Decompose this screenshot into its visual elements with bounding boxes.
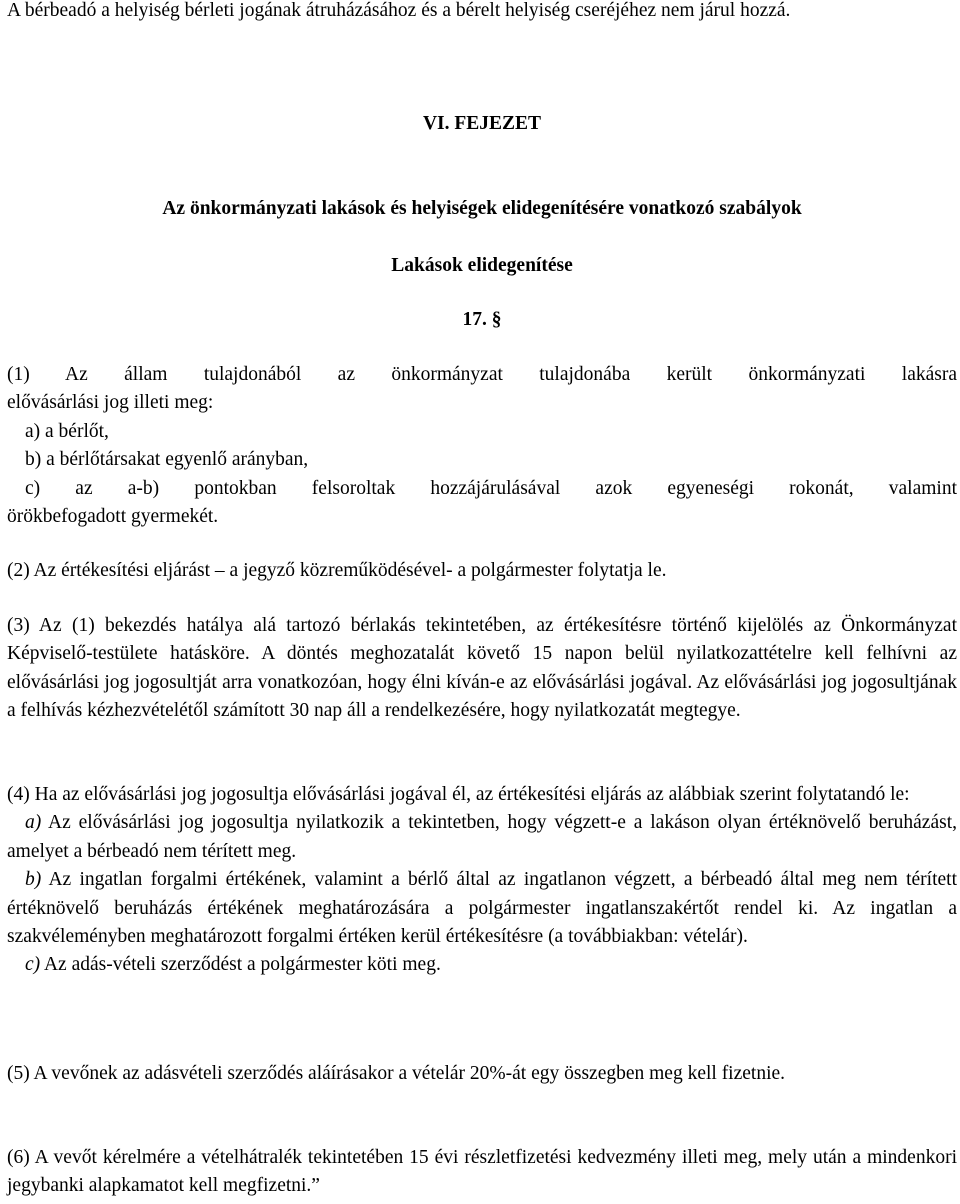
paragraph-4-item-a [7,809,957,866]
paragraph-5: (5) A vevőnek az adásvételi szerződés aláírásakor a vételár 20%-át egy összegben meg kell fizetnie. [7,1063,786,1084]
item-b-label: b) [25,869,42,891]
paragraph-1-line-2: elővásárlási jog illeti meg: [7,392,214,414]
paragraph-1-item-c-cont: örökbefogadott gyermekét. [7,506,219,528]
paragraph-1-item-b: b) a bérlőtársakat egyenlő arányban, [25,449,309,471]
paragraph-6: (6) A vevőt kérelmére a vételhátralék tekintetében 15 évi részletfizetési kedvezmény illeti meg, mely után a mindenkori jegybanki alapkamatot kell megfizetni.” [7,1147,957,1197]
paragraph-1-item-a: a) a bérlőt, [25,420,109,442]
paragraph-1-item-c: c) az a-b) pontokban felsoroltak hozzájárulásával azok egyeneségi rokonát, valamint [25,477,957,499]
paragraph-4-item-c [7,951,957,979]
intro-paragraph: A bérbeadó a helyiség bérleti jogának átruházásához és a bérelt helyiség cseréjéhez nem járul hozzá. [7,0,791,21]
paragraph-4 [7,781,957,980]
paragraph-3: (3) Az (1) bekezdés hatálya alá tartozó bérlakás tekintetében, az értékesítésre történő kijelölés az Önkormányzat Képviselő-testülete hatásköre. A döntés meghozatalát követő 15 napon belül nyilatkozattételre kell felhívni az elővásárlási jog jogosultját arra vonatkozóan, hogy élni kíván-e az elővásárlási jogával. Az elővásárlási jog jogosultjának a felhívás kézhezvételétől számított 30 nap áll a rendelkezésére, hogy nyilatkozatát megtegye. [7,615,957,722]
item-a-label: a) [25,812,42,834]
paragraph-2: (2) Az értékesítési eljárást – a jegyző közreműködésével- a polgármester folytatja le. [7,560,667,581]
chapter-number: VI. FEJEZET [422,113,542,134]
item-a-text: Az elővásárlási jog jogosultja nyilatkozik a tekintetben, hogy végzett-e a lakáson olyan értéknövelő beruházást, amelyet a bérbeadó nem térített meg. [7,812,957,862]
section-number: 17. § [462,309,502,330]
item-b-text: Az ingatlan forgalmi értékének, valamint a bérlő által az ingatlanon végzett, a bérbeadó által meg nem térített értéknövelő beruházás értékének meghatározására a polgármester ingatlanszakértőt rendel ki. Az ingatlan a szakvéleményben meghatározott forgalmi értéken kerül értékesítésre (a továbbiakban: vételár). [7,869,957,948]
item-c-text: Az adás-vételi szerződést a polgármester köti meg. [40,954,441,976]
paragraph-1-line-1: (1) Az állam tulajdonából az önkormányzat tulajdonába került önkormányzati lakásra [7,364,957,385]
item-c-label: c) [25,954,41,976]
paragraph-4-intro: (4) Ha az elővásárlási jog jogosultja elővásárlási jogával él, az értékesítési eljárás az alábbiak szerint folytatandó le: [7,784,910,805]
chapter-title: Az önkormányzati lakások és helyiségek elidegenítésére vonatkozó szabályok [162,198,802,219]
paragraph-4-item-b [7,866,957,951]
chapter-subtitle: Lakások elidegenítése [391,255,573,276]
paragraph-1 [7,361,957,531]
